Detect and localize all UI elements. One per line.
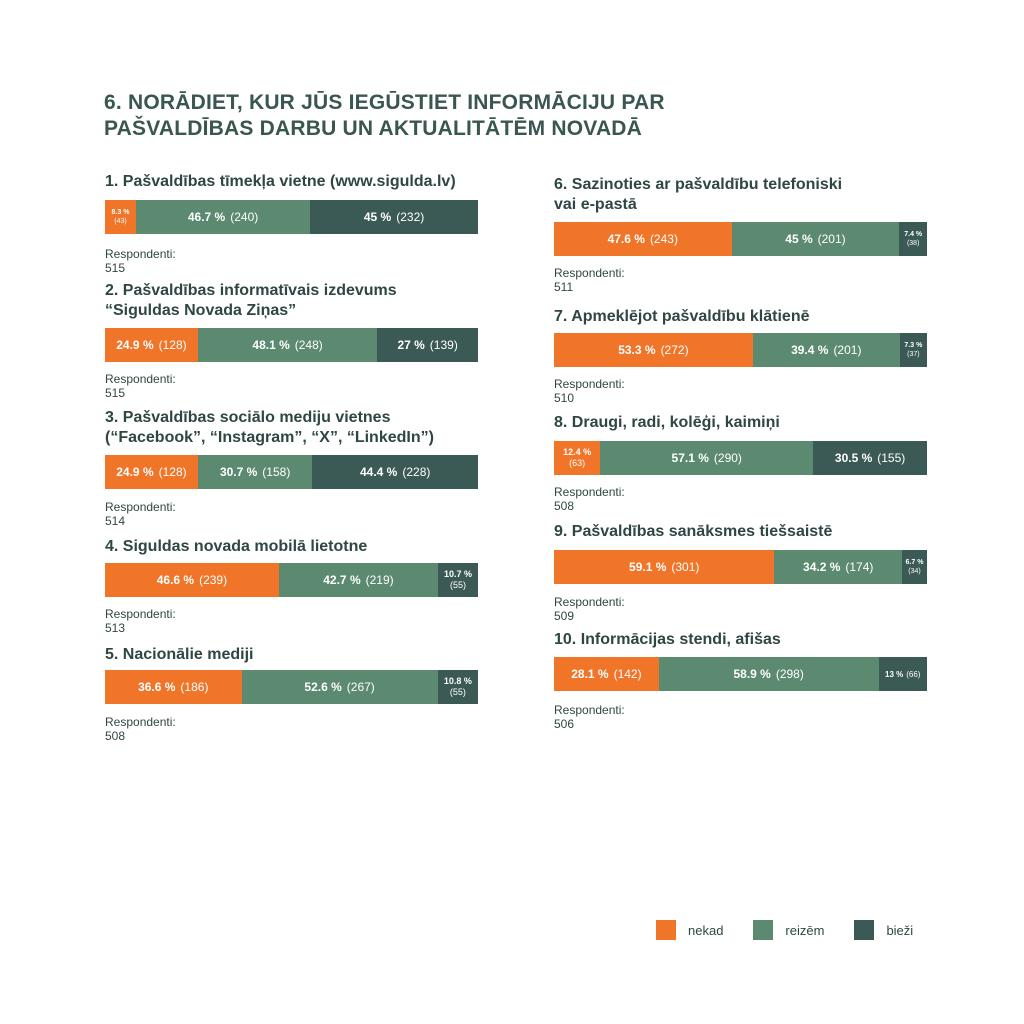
segment-count-label: (243) [649, 232, 678, 246]
respondents-count: Respondenti: 506 [554, 703, 625, 731]
question-title-line: 5. Nacionālie mediji [105, 646, 254, 663]
segment-percent-label: 45 % [785, 232, 813, 246]
segment-count-label: (272) [660, 343, 689, 357]
segment-count-label: (228) [402, 465, 431, 479]
bar-segment-reizem [136, 200, 310, 234]
segment-percent-label: 36.6 % [138, 680, 176, 694]
segment-count-label: (55) [450, 580, 467, 590]
segment-percent-label: 10.8 % [443, 676, 472, 686]
bar-segment-biezi [879, 657, 927, 691]
question-title [554, 175, 974, 215]
chart-title-line: 6. NORĀDIET, KUR JŪS IEGŪSTIET INFORMĀCIJU PAR [104, 91, 665, 114]
bar-segment-biezi [813, 441, 927, 475]
legend-label: nekad [688, 922, 724, 938]
bar-segment-reizem [242, 670, 438, 704]
segment-percent-label: 10.7 % [444, 569, 473, 579]
segment-percent-label: 28.1 % [571, 667, 609, 681]
question-title-line: 9. Pašvaldības sanāksmes tiešsaistē [554, 523, 833, 540]
bar-segment-nekad [105, 200, 136, 234]
segment-count-label: (128) [158, 465, 187, 479]
legend-swatch [753, 920, 773, 940]
stacked-bar [105, 670, 478, 704]
question-title [554, 630, 974, 650]
respondents-count: Respondenti: 515 [105, 247, 176, 275]
segment-count-label: (38) [906, 240, 920, 247]
segment-count-label: (232) [396, 210, 425, 224]
bar-segment-biezi [377, 328, 478, 362]
respondents-count: Respondenti: 508 [554, 485, 625, 513]
segment-percent-label: 24.9 % [116, 338, 154, 352]
segment-count-label: (240) [230, 210, 259, 224]
bar-segment-nekad [554, 333, 753, 367]
bar-segment-reizem [753, 333, 900, 367]
segment-percent-label: 46.7 % [187, 210, 226, 224]
bar-segment-biezi [312, 455, 478, 489]
segment-count-label: (201) [817, 232, 846, 246]
question-title-line: 3. Pašvaldības sociālo mediju vietnes [105, 409, 391, 426]
bar-segment-nekad [105, 455, 198, 489]
question-title-line: 7. Apmeklējot pašvaldību klātienē [554, 308, 810, 325]
stacked-bar [105, 563, 478, 597]
segment-percent-label: 12.4 % [563, 447, 592, 457]
bar-segment-nekad [554, 657, 659, 691]
segment-count-label: (219) [365, 573, 394, 587]
legend-item-reizem [753, 920, 824, 940]
bar-segment-nekad [554, 222, 732, 256]
segment-percent-label: 34.2 % [803, 560, 841, 574]
bar-segment-reizem [732, 222, 900, 256]
bar-segment-reizem [279, 563, 438, 597]
segment-percent-label: 45 % [363, 210, 392, 224]
respondents-count: Respondenti: 515 [105, 372, 176, 400]
stacked-bar [105, 328, 478, 362]
segment-count-label: (301) [671, 560, 700, 574]
stacked-bar [554, 657, 927, 691]
respondents-count: Respondenti: 509 [554, 595, 625, 623]
question-title [105, 281, 525, 321]
chart-title [104, 90, 804, 142]
bar-segment-biezi [438, 563, 478, 597]
question-title-line: 8. Draugi, radi, kolēģi, kaimiņi [554, 414, 780, 431]
segment-count-label: (66) [906, 669, 921, 679]
segment-percent-label: 58.9 % [733, 667, 771, 681]
segment-count-label: (128) [158, 338, 187, 352]
bar-segment-biezi [438, 670, 478, 704]
segment-count-label: (158) [262, 465, 291, 479]
legend [656, 920, 943, 940]
segment-percent-label: 46.6 % [156, 573, 195, 587]
bar-segment-nekad [105, 670, 242, 704]
question-title-line: 1. Pašvaldības tīmekļa vietne (www.sigulda.lv) [105, 173, 456, 190]
segment-percent-label: 48.1 % [252, 338, 290, 352]
segment-count-label: (298) [775, 667, 804, 681]
question-title [554, 307, 974, 327]
segment-count-label: (267) [346, 680, 375, 694]
segment-percent-label: 7.4 % [904, 231, 923, 238]
bar-segment-reizem [198, 328, 377, 362]
legend-item-nekad [656, 920, 723, 940]
question-title [105, 408, 525, 448]
question-title [105, 645, 525, 665]
legend-swatch [656, 920, 676, 940]
respondents-count: Respondenti: 510 [554, 377, 625, 405]
bar-segment-nekad [554, 550, 774, 584]
bar-segment-reizem [600, 441, 813, 475]
segment-percent-label: 24.9 % [116, 465, 154, 479]
segment-count-label: (43) [114, 218, 127, 225]
segment-count-label: (174) [845, 560, 874, 574]
segment-percent-label: 27 % [397, 338, 425, 352]
segment-percent-label: 7.3 % [904, 342, 923, 349]
segment-count-label: (63) [569, 458, 586, 468]
segment-percent-label: 47.6 % [607, 232, 645, 246]
stacked-bar [554, 222, 927, 256]
segment-percent-label: 13 % [885, 669, 904, 679]
stacked-bar [554, 550, 927, 584]
segment-percent-label: 6.7 % [905, 559, 924, 566]
segment-percent-label: 8.3 % [111, 209, 130, 216]
respondents-count: Respondenti: 514 [105, 500, 176, 528]
segment-percent-label: 39.4 % [791, 343, 829, 357]
question-title-line: 10. Informācijas stendi, afišas [554, 631, 781, 648]
bar-segment-reizem [659, 657, 879, 691]
segment-count-label: (55) [449, 687, 466, 697]
segment-percent-label: 57.1 % [671, 451, 709, 465]
segment-count-label: (34) [908, 568, 921, 575]
chart-title-line: PAŠVALDĪBAS DARBU UN AKTUALITĀTĒM NOVADĀ [104, 117, 643, 140]
legend-swatch [854, 920, 874, 940]
question-title-line: (“Facebook”, “Instagram”, “X”, “LinkedIn”) [105, 429, 434, 446]
segment-percent-label: 30.5 % [834, 451, 873, 465]
segment-count-label: (201) [833, 343, 862, 357]
bar-segment-nekad [105, 328, 198, 362]
legend-item-biezi [854, 920, 913, 940]
question-title [105, 172, 525, 192]
segment-percent-label: 42.7 % [323, 573, 361, 587]
bar-segment-reizem [198, 455, 313, 489]
bar-segment-nekad [105, 563, 279, 597]
segment-percent-label: 52.6 % [304, 680, 342, 694]
segment-percent-label: 30.7 % [219, 465, 258, 479]
respondents-count: Respondenti: 511 [554, 266, 625, 294]
question-title-line: “Siguldas Novada Ziņas” [105, 302, 297, 319]
bar-segment-reizem [774, 550, 902, 584]
stacked-bar [554, 333, 927, 367]
bar-segment-biezi [310, 200, 478, 234]
segment-percent-label: 59.1 % [629, 560, 667, 574]
segment-count-label: (142) [613, 667, 642, 681]
question-title-line: 2. Pašvaldības informatīvais izdevums [105, 282, 397, 299]
segment-count-label: (139) [429, 338, 458, 352]
stacked-bar [554, 441, 927, 475]
question-title-line: vai e-pastā [554, 196, 637, 213]
bar-segment-biezi [902, 550, 927, 584]
stacked-bar [105, 455, 478, 489]
segment-count-label: (239) [199, 573, 228, 587]
question-title [554, 522, 974, 542]
segment-count-label: (290) [713, 451, 742, 465]
legend-label: bieži [886, 922, 914, 938]
segment-count-label: (248) [294, 338, 323, 352]
bar-segment-biezi [899, 222, 927, 256]
segment-count-label: (37) [907, 351, 920, 358]
respondents-count: Respondenti: 508 [105, 715, 176, 743]
question-title-line: 4. Siguldas novada mobilā lietotne [105, 538, 368, 555]
legend-label: reizēm [785, 922, 825, 938]
bar-segment-nekad [554, 441, 600, 475]
segment-count-label: (186) [180, 680, 209, 694]
respondents-count: Respondenti: 513 [105, 607, 176, 635]
bar-segment-biezi [900, 333, 927, 367]
stacked-bar [105, 200, 478, 234]
segment-percent-label: 44.4 % [359, 465, 398, 479]
question-title-line: 6. Sazinoties ar pašvaldību telefoniski [554, 176, 843, 193]
segment-percent-label: 53.3 % [618, 343, 656, 357]
question-title [554, 413, 974, 433]
question-title [105, 537, 525, 557]
segment-count-label: (155) [877, 451, 906, 465]
